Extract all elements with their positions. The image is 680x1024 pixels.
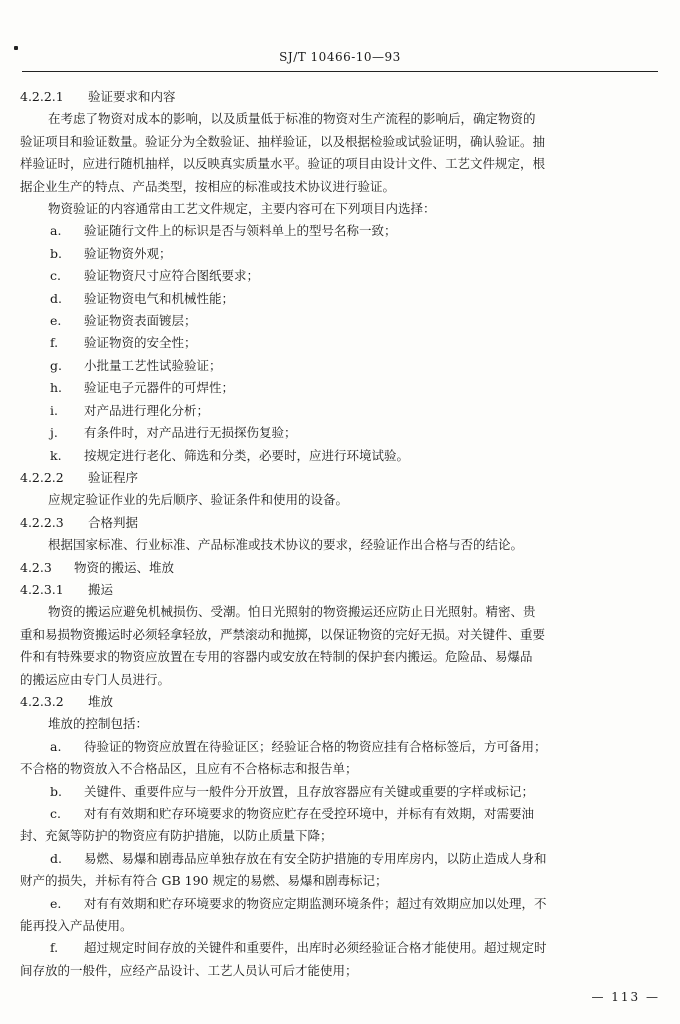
paragraph-line: 堆放的控制包括： <box>48 716 149 732</box>
list-text: 验证物资表面镀层； <box>84 313 197 329</box>
list-text: 易燃、易爆和剧毒品应单独存放在有安全防护措施的专用库房内，以防止造成人身和 <box>84 850 547 866</box>
list-text: 对产品进行理化分析； <box>84 402 210 418</box>
list-label: j. <box>50 425 58 441</box>
section-number: 4.2.3.1 <box>20 581 64 597</box>
list-item <box>20 400 660 422</box>
list-item <box>20 937 660 959</box>
header-rule <box>22 71 658 72</box>
list-label: h. <box>50 380 63 396</box>
list-text: 关键件、重要件应与一般件分开放置，且存放容器应有关键或重要的字样或标记； <box>84 783 535 799</box>
section-heading-423 <box>20 557 660 579</box>
list-label: f. <box>50 335 59 351</box>
section-number: 4.2.2.1 <box>20 89 64 104</box>
list-label: i. <box>50 402 58 418</box>
list-item-continuation: 间存放的一般件，应经产品设计、工艺人员认可后才能使用； <box>20 962 358 978</box>
list-item-continuation: 财产的损失，并标有符合 GB 190 规定的易燃、易爆和剧毒标记； <box>20 873 388 889</box>
list-label: a. <box>50 223 62 239</box>
list-text: 验证物资的安全性； <box>84 335 197 351</box>
section-title: 验证要求和内容 <box>88 89 176 104</box>
paragraph-line: 据企业生产的特点、产品类型，按相应的标准或技术协议进行验证。 <box>20 178 396 194</box>
list-label: d. <box>50 850 62 866</box>
page-number: — 113 — <box>591 990 660 1004</box>
section-number: 4.2.2.2 <box>20 469 64 485</box>
list-text: 验证物资外观； <box>84 245 172 261</box>
list-item <box>20 422 660 444</box>
section-heading-4221 <box>20 86 660 108</box>
paragraph-line: 样验证时，应进行随机抽样，以反映真实质量水平。验证的项目由设计文件、工艺文件规定，根 <box>20 156 546 172</box>
section-title: 堆放 <box>88 693 114 709</box>
section-heading-4231 <box>20 579 660 601</box>
list-label: d. <box>50 290 62 306</box>
section-number: 4.2.3 <box>20 559 52 575</box>
paragraph-line: 验证项目和验证数量。验证分为全数验证、抽样验证，以及根据检验或试验证明，确认验证。抽 <box>20 133 546 149</box>
list-label: a. <box>50 738 62 754</box>
list-text: 待验证的物资应放置在待验证区；经验证合格的物资应挂有合格标签后，方可备用； <box>84 738 547 754</box>
list-item <box>20 848 660 870</box>
list-item <box>20 355 660 377</box>
list-text: 小批量工艺性试验验证； <box>84 357 222 373</box>
list-text: 验证随行文件上的标识是否与领料单上的型号名称一致； <box>84 223 397 239</box>
paragraph-line: 物资的搬运应避免机械损伤、受潮。怕日光照射的物资搬运还应防止日光照射。精密、贵 <box>48 604 536 620</box>
list-item <box>20 310 660 332</box>
section-heading-4232 <box>20 691 660 713</box>
list-text: 对有有效期和贮存环境要求的物资应定期监测环境条件；超过有效期应加以处理，不 <box>84 895 547 911</box>
paragraph-line: 物资验证的内容通常由工艺文件规定，主要内容可在下列项目内选择： <box>48 201 436 217</box>
section-title: 验证程序 <box>88 469 139 485</box>
list-item-continuation: 能再投入产品使用。 <box>20 918 133 934</box>
list-item-continuation: 封、充氮等防护的物资应有防护措施，以防止质量下降； <box>20 828 333 844</box>
list-label: c. <box>50 806 61 821</box>
document-body <box>20 86 660 982</box>
list-label: b. <box>50 245 62 261</box>
paragraph-line: 应规定验证作业的先后顺序、验证条件和使用的设备。 <box>48 492 349 508</box>
list-item <box>20 265 660 287</box>
list-text: 验证物资电气和机械性能； <box>84 290 235 306</box>
list-text: 验证电子元器件的可焊性； <box>84 380 235 396</box>
paragraph-line: 的搬运应由专门人员进行。 <box>20 671 171 687</box>
list-item <box>20 332 660 354</box>
list-text: 超过规定时间存放的关键件和重要件，出库时必须经验证合格才能使用。超过规定时 <box>84 940 547 956</box>
paragraph-line: 根据国家标准、行业标准、产品标准或技术协议的要求，经验证作出合格与否的结论。 <box>48 537 524 553</box>
list-item <box>20 893 660 915</box>
section-title: 物资的搬运、堆放 <box>74 559 175 575</box>
list-label: k. <box>50 447 62 463</box>
list-text: 按规定进行老化、筛选和分类，必要时，应进行环境试验。 <box>84 447 410 463</box>
list-item-continuation: 不合格的物资放入不合格品区，且应有不合格标志和报告单； <box>20 761 358 777</box>
list-label: e. <box>50 313 62 329</box>
list-item <box>20 803 660 825</box>
section-heading-4222 <box>20 467 660 489</box>
paragraph-line: 重和易损物资搬运时必须轻拿轻放，严禁滚动和抛掷，以保证物资的完好无损。对关键件、重要 <box>20 626 546 642</box>
list-text: 对有有效期和贮存环境要求的物资应贮存在受控环境中，并标有有效期，对需要油 <box>84 806 535 821</box>
section-number: 4.2.2.3 <box>20 514 64 530</box>
list-item <box>20 736 660 758</box>
list-item <box>20 288 660 310</box>
list-text: 有条件时，对产品进行无损探伤复验； <box>84 425 297 441</box>
paragraph-line: 在考虑了物资对成本的影响，以及质量低于标准的物资对生产流程的影响后，确定物资的 <box>48 111 536 127</box>
standard-number-header: SJ/T 10466-10—93 <box>279 50 401 64</box>
list-item <box>20 220 660 242</box>
list-item <box>20 243 660 265</box>
list-label: b. <box>50 783 62 799</box>
section-title: 搬运 <box>88 581 114 597</box>
list-label: c. <box>50 268 61 284</box>
list-item <box>20 781 660 803</box>
list-item <box>20 377 660 399</box>
section-heading-4223 <box>20 512 660 534</box>
list-label: e. <box>50 895 62 911</box>
list-text: 验证物资尺寸应符合图纸要求； <box>84 268 260 284</box>
list-label: g. <box>50 357 62 373</box>
list-item <box>20 445 660 467</box>
paragraph-line: 件和有特殊要求的物资应放置在专用的容器内或安放在特制的保护套内搬运。危险品、易爆品 <box>20 649 533 665</box>
section-title: 合格判据 <box>88 514 139 530</box>
section-number: 4.2.3.2 <box>20 693 64 709</box>
list-label: f. <box>50 940 59 956</box>
